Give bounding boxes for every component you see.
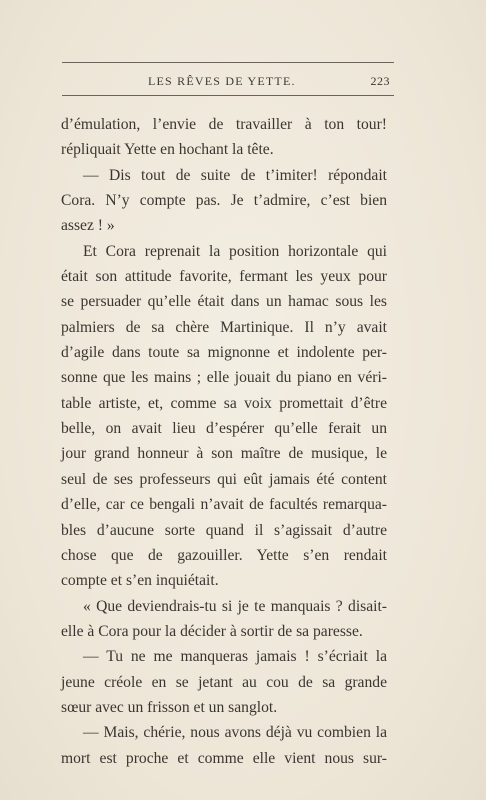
text-line: bles d’aucune sorte quand il s’agissait d’autre [61,521,387,539]
text-line: jour grand honneur à son maître de musique, le [61,445,387,463]
text-line: sœur avec un frisson et un sanglot. [61,698,278,716]
text-line: Et Cora reprenait la position horizontale qui [83,242,387,260]
body-text [61,112,387,771]
text-line: compte et s’en inquiétait. [61,572,219,590]
running-head [62,74,394,92]
text-line: Cora. N’y compte pas. Je t’admire, c’est bien [61,192,387,210]
text-line: mort est proche et comme elle vient nous sur- [61,749,387,767]
text-line: « Que deviendrais-tu si je te manquais ? disait- [83,597,387,615]
text-line: assez ! » [61,217,115,235]
text-line: chose que de gazouiller. Yette s’en rendait [61,546,387,564]
text-line: — Mais, chérie, nous avons déjà vu combien la [83,724,387,742]
text-line: d’agile dans toute sa mignonne et indolente per- [61,344,387,362]
text-line: — Tu ne me manqueras jamais ! s’écriait la [83,648,387,666]
text-line: d’elle, car ce bengali n’avait de facultés remarqua- [61,496,387,514]
text-line: palmiers de sa chère Martinique. Il n’y avait [61,318,387,336]
text-line: table artiste, et, comme sa voix promettait d’être [61,394,387,412]
page-number: 223 [370,74,390,88]
text-line: seul de ses professeurs qui eût jamais été content [61,470,387,488]
running-title: LES RÊVES DE YETTE. [148,74,296,88]
text-line: se persuader qu’elle était dans un hamac sous les [61,293,387,311]
text-line: belle, on avait lieu d’espérer qu’elle ferait un [61,420,387,438]
text-line: elle à Cora pour la décider à sortir de sa paresse. [61,622,363,640]
text-line: — Dis tout de suite de t’imiter! répondait [83,166,387,184]
text-line: sonne que les mains ; elle jouait du piano en véri- [61,369,387,387]
text-line: était son attitude favorite, fermant les yeux pour [61,268,387,286]
text-line: répliquait Yette en hochant la tête. [61,141,274,159]
text-line: d’émulation, l’envie de travailler à ton tour! [61,116,387,133]
text-line: jeune créole en se jetant au cou de sa grande [61,673,387,691]
header-rule [62,95,394,96]
top-rule [62,62,394,63]
